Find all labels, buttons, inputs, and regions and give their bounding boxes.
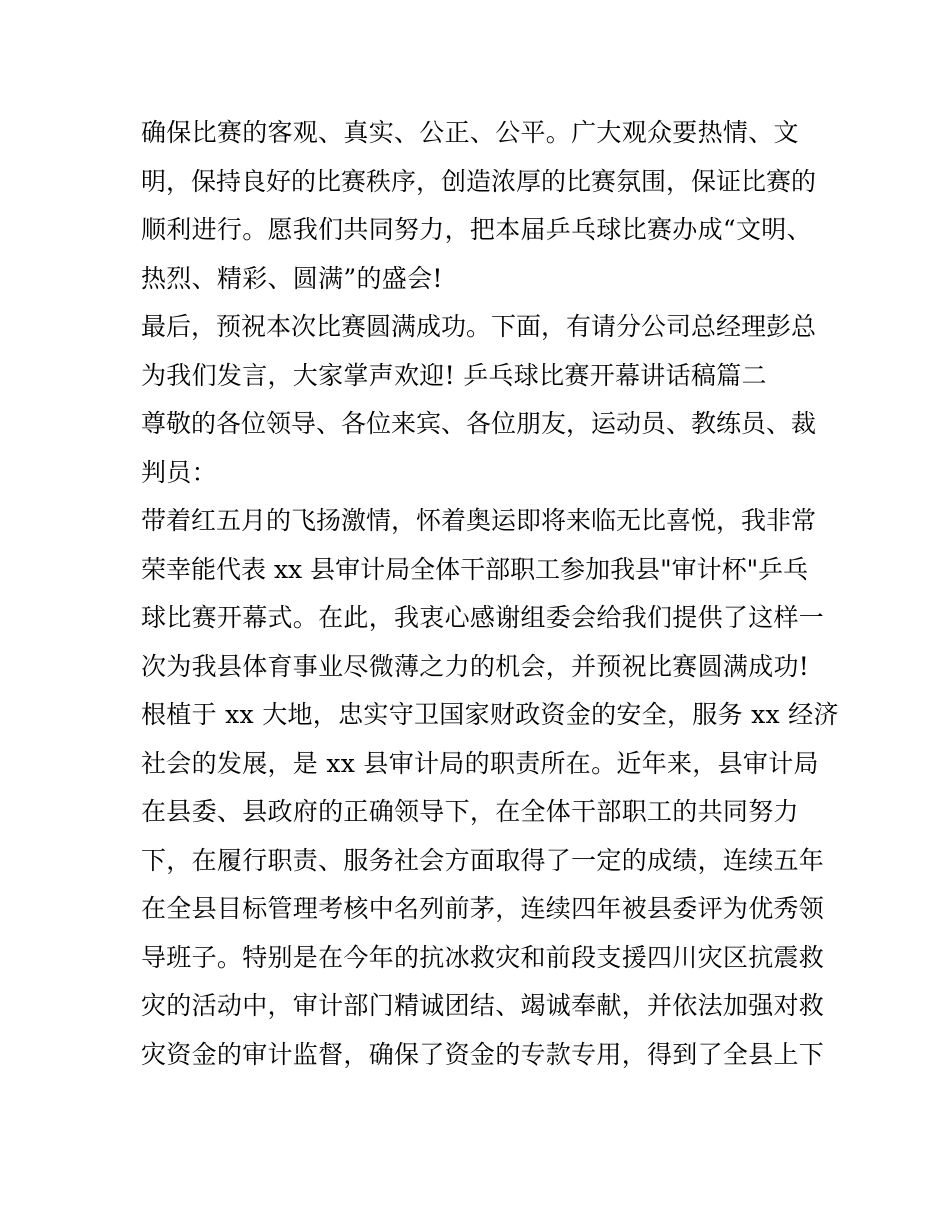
text-line-16: 下，在履行职责、服务社会方面取得了一定的成绩，连续五年: [141, 845, 825, 875]
text-line-11: 球比赛开幕式。在此，我衷心感谢组委会给我们提供了这样一: [141, 603, 825, 632]
text-line-14: 社会的发展，是 xx 县审计局的职责所在。近年来，县审计局: [141, 748, 819, 778]
text-line-13: 根植于 xx 大地，忠实守卫国家财政资金的安全，服务 xx 经济: [141, 700, 839, 729]
text-line-6: 为我们发言，大家掌声欢迎! 乒乓球比赛开幕讲话稿篇二: [141, 360, 767, 390]
text-line-7: 尊敬的各位领导、各位来宾、各位朋友，运动员、教练员、裁: [141, 409, 817, 438]
text-line-19: 灾的活动中，审计部门精诚团结、竭诚奉献，并依法加强对救: [141, 991, 825, 1020]
text-line-8: 判员：: [141, 457, 217, 487]
text-line-18: 导班子。特别是在今年的抗冰救灾和前段支援四川灾区抗震救: [141, 942, 825, 972]
text-line-2: 明，保持良好的比赛秩序，创造浓厚的比赛氛围，保证比赛的: [141, 166, 817, 196]
text-line-4: 热烈、精彩、圆满”的盛会!: [141, 263, 443, 293]
text-line-15: 在县委、县政府的正确领导下，在全体干部职工的共同努力: [141, 797, 799, 826]
text-line-20: 灾资金的审计监督，确保了资金的专款专用，得到了全县上下: [141, 1039, 825, 1069]
text-line-10: 荣幸能代表 xx 县审计局全体干部职工参加我县"审计杯"乒乓: [141, 554, 809, 584]
body-text: [141, 109, 839, 1079]
text-line-12: 次为我县体育事业尽微薄之力的机会，并预祝比赛圆满成功!: [141, 651, 810, 681]
text-line-3: 顺利进行。愿我们共同努力，把本届乒乓球比赛办成“文明、: [141, 215, 812, 244]
text-line-5: 最后，预祝本次比赛圆满成功。下面，有请分公司总经理彭总: [141, 312, 817, 341]
text-line-1: 确保比赛的客观、真实、公正、公平。广大观众要热情、文: [141, 118, 799, 147]
text-line-17: 在全县目标管理考核中名列前茅，连续四年被县委评为优秀领: [141, 894, 825, 923]
text-line-9: 带着红五月的飞扬激情，怀着奥运即将来临无比喜悦，我非常: [141, 506, 817, 535]
